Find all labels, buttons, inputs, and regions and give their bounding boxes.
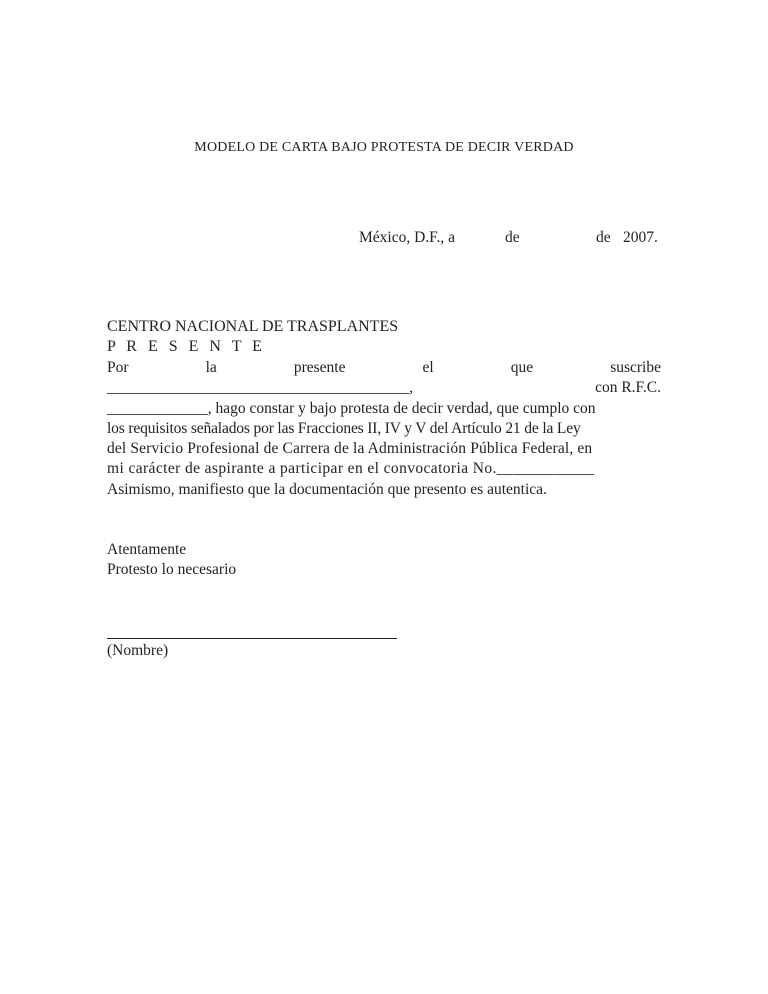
body-line-4: los requisitos señalados por las Fracciones II, IV y V del Artículo 21 de la Ley bbox=[107, 420, 581, 437]
body-word: que bbox=[510, 359, 534, 376]
closing-protesto: Protesto lo necesario bbox=[107, 561, 237, 578]
body-word: presente bbox=[293, 359, 346, 376]
date-de-year: de bbox=[596, 229, 611, 246]
date-year: 2007. bbox=[623, 229, 658, 246]
presente-label: P R E S E N T E bbox=[107, 338, 266, 355]
recipient-name: CENTRO NACIONAL DE TRASPLANTES bbox=[107, 318, 399, 335]
body-line-7: Asimismo, manifiesto que la documentación que presento es autentica. bbox=[107, 481, 547, 498]
body-line-5: del Servicio Profesional de Carrera de la Administración Pública Federal, en bbox=[107, 440, 593, 457]
body-word: suscribe bbox=[610, 359, 661, 376]
body-word: el bbox=[422, 359, 434, 376]
body-line-3: _____________, hago constar y bajo protesta de decir verdad, que cumplo con bbox=[107, 400, 596, 417]
document-title: MODELO DE CARTA BAJO PROTESTA DE DECIR VERDAD bbox=[194, 140, 574, 155]
closing-atentamente: Atentamente bbox=[107, 541, 187, 558]
rfc-label: con R.F.C. bbox=[595, 379, 661, 396]
body-line-1 bbox=[107, 358, 661, 378]
date-place: México, D.F., a bbox=[359, 229, 456, 246]
signature-line bbox=[107, 638, 397, 639]
signature-name: (Nombre) bbox=[107, 642, 169, 659]
body-word: la bbox=[205, 359, 217, 376]
body-line-6: mi carácter de aspirante a participar en el convocatoria No.____________ bbox=[107, 460, 595, 477]
date-de-month: de bbox=[505, 229, 520, 246]
body-word: Por bbox=[107, 359, 129, 376]
name-blank: _______________________________________, bbox=[107, 379, 414, 396]
body-line-2 bbox=[107, 378, 661, 398]
